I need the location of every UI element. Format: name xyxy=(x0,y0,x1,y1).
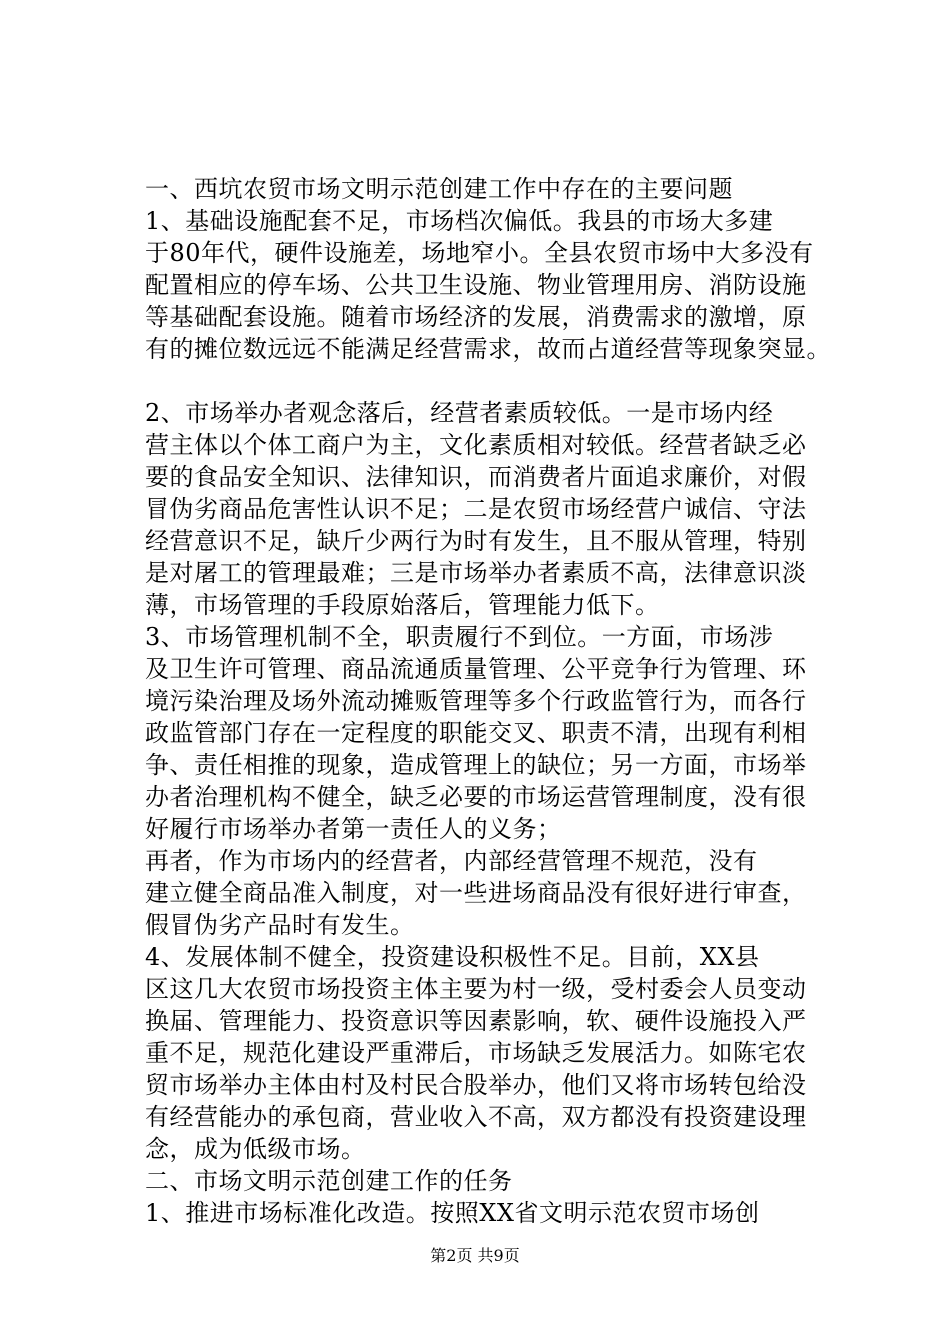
paragraph-line: 办者治理机构不健全，缺乏必要的市场运营管理制度，没有很 xyxy=(145,783,807,811)
paragraph-line: 于80年代，硬件设施差，场地窄小。全县农贸市场中大多没有 xyxy=(145,239,814,267)
page-number: 第2页 共9页 xyxy=(430,1246,520,1265)
paragraph-line: 再者，作为市场内的经营者，内部经营管理不规范，没有 xyxy=(145,847,758,875)
paragraph-line: 1、推进市场标准化改造。按照XX省文明示范农贸市场创 xyxy=(145,1199,760,1227)
paragraph-line: 争、责任相推的现象，造成管理上的缺位；另一方面，市场举 xyxy=(145,751,807,779)
paragraph-line: 4、发展体制不健全，投资建设积极性不足。目前，XX县 xyxy=(145,943,760,971)
paragraph-line: 冒伪劣商品危害性认识不足；二是农贸市场经营户诚信、守法 xyxy=(145,495,807,523)
blank-line xyxy=(145,365,855,397)
paragraph-line: 及卫生许可管理、商品流通质量管理、公平竞争行为管理、环 xyxy=(145,655,807,683)
section-heading-2: 二、市场文明示范创建工作的任务 xyxy=(145,1167,513,1195)
paragraph-line: 经营意识不足，缺斤少两行为时有发生，且不服从管理，特别 xyxy=(145,527,807,555)
paragraph-line: 贸市场举办主体由村及村民合股举办，他们又将市场转包给没 xyxy=(145,1071,807,1099)
paragraph-line: 是对屠工的管理最难；三是市场举办者素质不高，法律意识淡 xyxy=(145,559,807,587)
paragraph-line: 营主体以个体工商户为主，文化素质相对较低。经营者缺乏必 xyxy=(145,431,807,459)
section-heading-1: 一、西坑农贸市场文明示范创建工作中存在的主要问题 xyxy=(145,175,733,203)
paragraph-line: 等基础配套设施。随着市场经济的发展，消费需求的激增，原 xyxy=(145,303,807,331)
paragraph-line: 念，成为低级市场。 xyxy=(145,1135,366,1163)
document-body xyxy=(145,173,855,1229)
paragraph-line: 3、市场管理机制不全，职责履行不到位。一方面，市场涉 xyxy=(145,623,774,651)
paragraph-line: 1、基础设施配套不足，市场档次偏低。我县的市场大多建 xyxy=(145,207,774,235)
paragraph-line: 区这几大农贸市场投资主体主要为村一级，受村委会人员变动 xyxy=(145,975,807,1003)
paragraph-line: 配置相应的停车场、公共卫生设施、物业管理用房、消防设施 xyxy=(145,271,807,299)
paragraph-line: 假冒伪劣产品时有发生。 xyxy=(145,911,415,939)
paragraph-line: 薄，市场管理的手段原始落后，管理能力低下。 xyxy=(145,591,660,619)
paragraph-line: 换届、管理能力、投资意识等因素影响，软、硬件设施投入严 xyxy=(145,1007,807,1035)
paragraph-line: 政监管部门存在一定程度的职能交叉、职责不清，出现有利相 xyxy=(145,719,807,747)
paragraph-line: 有的摊位数远远不能满足经营需求，故而占道经营等现象突显。 xyxy=(145,335,831,363)
paragraph-line: 好履行市场举办者第一责任人的义务； xyxy=(145,815,562,843)
paragraph-line: 要的食品安全知识、法律知识，而消费者片面追求廉价，对假 xyxy=(145,463,807,491)
paragraph-line: 重不足，规范化建设严重滞后，市场缺乏发展活力。如陈宅农 xyxy=(145,1039,807,1067)
paragraph-line: 建立健全商品准入制度，对一些进场商品没有很好进行审查， xyxy=(145,879,807,907)
paragraph-line: 2、市场举办者观念落后，经营者素质较低。一是市场内经 xyxy=(145,399,774,427)
paragraph-line: 境污染治理及场外流动摊贩管理等多个行政监管行为，而各行 xyxy=(145,687,807,715)
paragraph-line: 有经营能办的承包商，营业收入不高，双方都没有投资建设理 xyxy=(145,1103,807,1131)
